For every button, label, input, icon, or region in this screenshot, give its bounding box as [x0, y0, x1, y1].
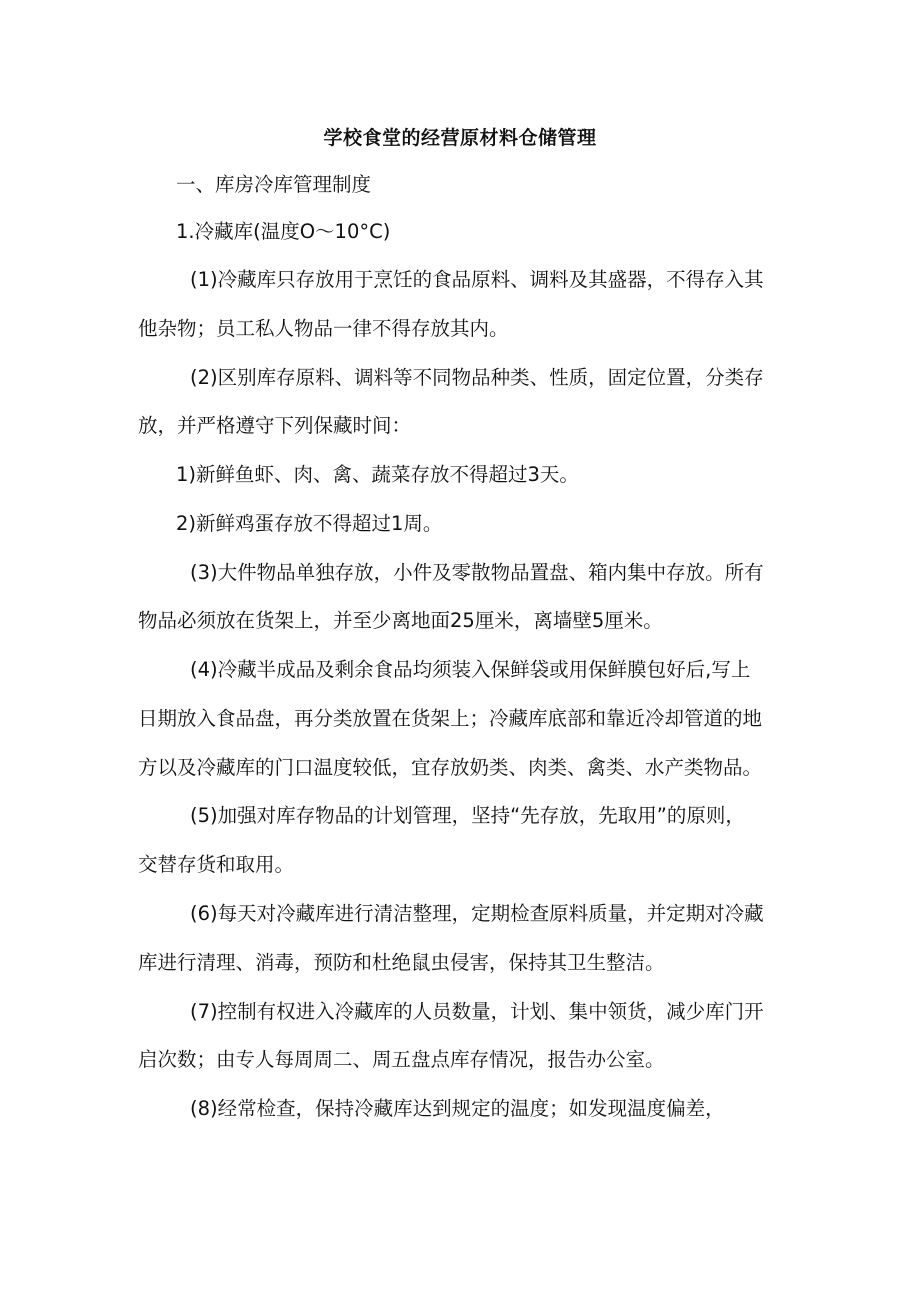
list-item: 2)新鲜鸡蛋存放不得超过1周。: [176, 512, 443, 535]
paragraph-line: 库进行清理、消毒，预防和杜绝鼠虫侵害，保持其卫生整洁。: [138, 951, 665, 974]
paragraph-line: 交替存货和取用。: [138, 853, 295, 876]
paragraph-line: (1)冷藏库只存放用于烹饪的食品原料、调料及其盛器，不得存入其: [190, 268, 764, 291]
paragraph-line: 方以及冷藏库的门口温度较低，宜存放奶类、肉类、禽类、水产类物品。: [138, 756, 763, 779]
paragraph-line: 他杂物；员工私人物品一律不得存放其内。: [138, 317, 509, 340]
paragraph-line: 启次数；由专人每周周二、周五盘点库存情况，报告办公室。: [138, 1048, 665, 1071]
paragraph-line: (6)每天对冷藏库进行清洁整理，定期检查原料质量，并定期对冷藏: [190, 902, 764, 925]
section-heading: 一、库房冷库管理制度: [176, 173, 372, 196]
paragraph-line: (2)区别库存原料、调料等不同物品种类、性质，固定位置，分类存: [190, 366, 764, 389]
paragraph-line: (3)大件物品单独存放，小件及零散物品置盘、箱内集中存放。所有: [190, 561, 764, 584]
paragraph-line: (8)经常检查，保持冷藏库达到规定的温度；如发现温度偏差，: [190, 1097, 725, 1120]
document-title: 学校食堂的经营原材料仓储管理: [323, 127, 597, 149]
paragraph-line: 物品必须放在货架上，并至少离地面25厘米，离墙壁5厘米。: [138, 609, 663, 632]
subsection-heading: 1.冷藏库(温度O〜10°C): [176, 220, 391, 243]
paragraph-line: 日期放入食品盘，再分类放置在货架上；冷藏库底部和靠近冷却管道的地: [138, 707, 763, 730]
list-item: 1)新鲜鱼虾、肉、禽、蔬菜存放不得超过3天。: [176, 463, 579, 486]
paragraph-line: (5)加强对库存物品的计划管理，坚持“先存放，先取用”的原则，: [190, 804, 745, 827]
paragraph-line: (4)冷藏半成品及剩余食品均须装入保鲜袋或用保鲜膜包好后,写上: [190, 658, 751, 681]
paragraph-line: 放，并严格遵守下列保藏时间：: [138, 414, 412, 437]
paragraph-line: (7)控制有权进入冷藏库的人员数量，计划、集中领货，减少库门开: [190, 1000, 764, 1023]
